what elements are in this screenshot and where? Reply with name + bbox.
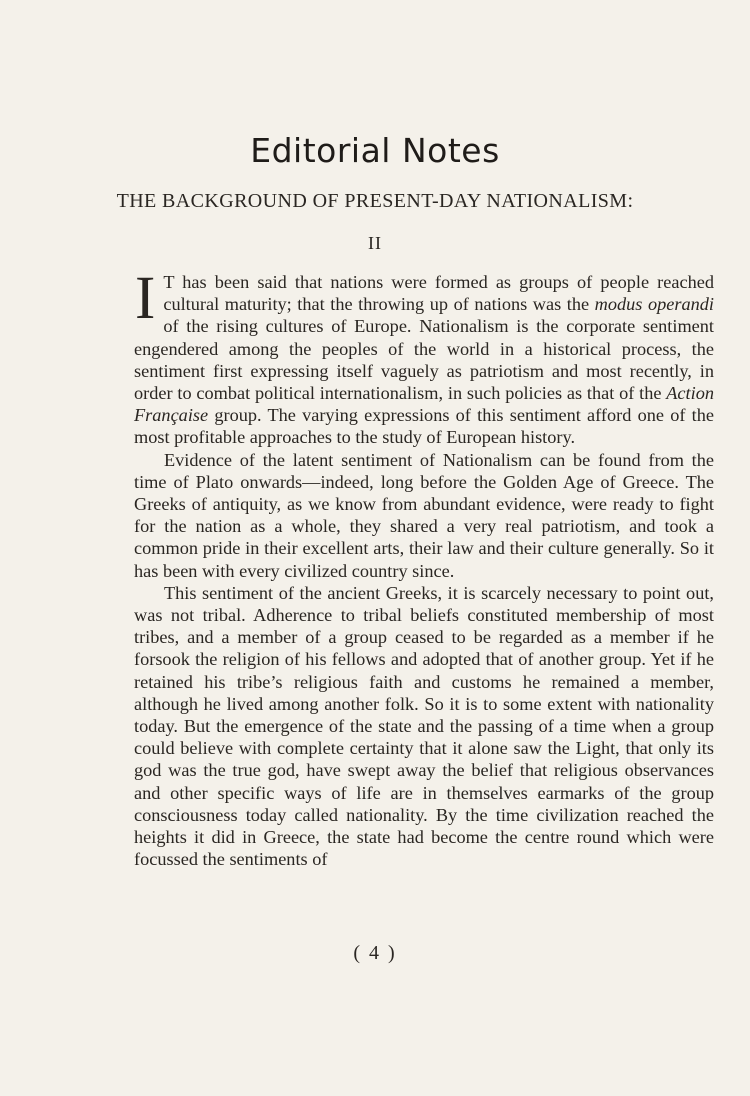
text-segment: of the rising cultures of Europe. Nationalism is the corporate sentiment engendered among the peoples of the world in a historical process, the sentiment first expressing itself vaguely as patriotism and most recently, in order to combat political internationalism, in such policies as that of the: [134, 316, 714, 404]
article-body: [134, 265, 714, 870]
text-segment: T has been said that nations were formed as groups of people reached cultural maturity; that the throwing up of nations was the: [163, 272, 714, 315]
paragraph-2: [134, 449, 714, 582]
italic-phrase: modus operandi: [594, 294, 714, 315]
italic-phrase: Action Française: [134, 383, 714, 426]
text-segment: This sentiment of the ancient Greeks, it is scarcely necessary to point out, was not tribal. Adherence to tribal beliefs constituted membership of most tribes, and a member of a group ceased to be regarded as a member if he forsook the religion of his fellows and adopted that of another group. Yet if he retained his tribe’s religious faith and customs he remained a member, although he lived among another folk. So it is to some extent with nationality today. But the emergence of the state and the passing of a time when a group could believe with complete certainty that it alone saw the Light, that only its god was the true god, have swept away the belief that religious observances and other specific ways of life are in themselves earmarks of the group consciousness today called nationality. By the time civilization reached the heights it did in Greece, the state had become the centre round which were focussed the sentiments of: [134, 582, 714, 870]
part-number: II: [368, 233, 382, 253]
drop-cap: I: [135, 265, 156, 332]
article-subheading: THE BACKGROUND OF PRESENT-DAY NATIONALISM:: [116, 190, 634, 212]
text-segment: Evidence of the latent sentiment of Nationalism can be found from the time of Plato onwards—indeed, long before the Golden Age of Greece. The Greeks of antiquity, as we know from abundant evidence, were ready to fight for the nation as a whole, they shared a very real patriotism, and took a common pride in their excellent arts, their law and their culture generally. So it has been with every civilized country since.: [134, 449, 714, 581]
page-title: Editorial Notes: [250, 131, 500, 170]
paragraph-3: [134, 582, 714, 871]
page-number: ( 4 ): [353, 942, 397, 964]
paragraph-1: [134, 265, 714, 449]
text-segment: group. The varying expressions of this sentiment afford one of the most profitable approaches to the study of European history.: [134, 405, 714, 448]
